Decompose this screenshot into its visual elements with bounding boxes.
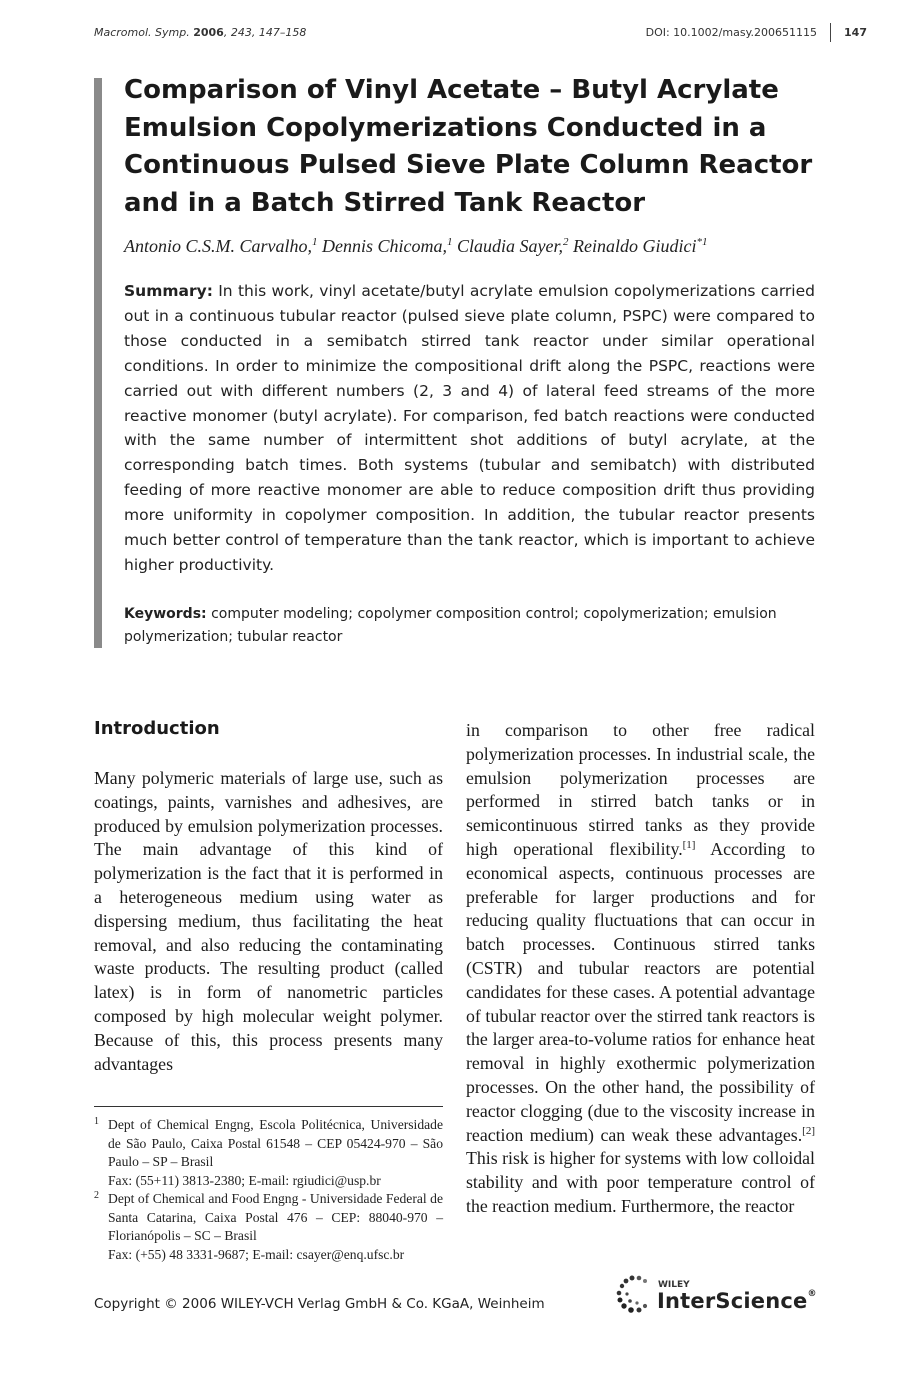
author-name: Claudia Sayer, [457,236,563,256]
section-heading-introduction: Introduction [94,718,220,739]
summary-label: Summary: [124,282,213,300]
author-name: Antonio C.S.M. Carvalho, [124,236,312,256]
intro-paragraph-text: This risk is higher for systems with low colloidal stability and with poor temperature control of the reaction medium. Furthermore, the reactor [466,1148,815,1216]
intro-paragraph-text: According to economical aspects, continuous processes are preferable for larger productions and for reducing quality fluctuations that can occur in batch processes. Continuous stirred tanks (CSTR) and tubular reactors are potential candidates for these cases. A potential advantage of tubular reactor over the stirred tank reactors is the larger area-to-volume ratios for enhance heat removal in highly exothermic polymerization processes. On the other hand, the possibility of reactor clogging (due to the viscosity increase in reaction medium) can weak these advantages. [466,838,815,1145]
footnote-contact: Fax: (55+11) 3813-2380; E-mail: rgiudici@usp.br [108,1172,381,1188]
citation-ref: [2] [802,1124,815,1137]
wiley-wordmark: WILEY [658,1280,690,1290]
footnotes [94,1116,443,1264]
interscience-logo [612,1268,822,1318]
intro-right-column [466,719,815,1219]
running-header [94,26,867,44]
keywords-label: Keywords: [124,606,207,622]
citation-ref: [1] [682,839,696,852]
keywords-text: computer modeling; copolymer composition control; copolymerization; emulsion polymerization; tubular reactor [124,606,777,645]
footnote-number: 1 [94,1116,99,1127]
interscience-wordmark: InterScience® [657,1289,817,1313]
footnote-divider [94,1106,443,1107]
journal-citation: Macromol. Symp. 2006, 243, 147–158 [94,26,307,39]
author-affiliation: 2 [563,236,569,248]
footnote-2 [94,1190,443,1264]
author-affiliation: 1 [312,236,318,248]
wiley-swirl-icon [612,1272,656,1316]
footnote-number: 2 [94,1190,99,1201]
author-name: Reinaldo Giudici [573,236,697,256]
abstract-side-bar [94,78,102,648]
author-list [124,236,824,257]
intro-left-column: Many polymeric materials of large use, such as coatings, paints, varnishes and adhesives, are produced by emulsion polymerization processes. The main advantage of this kind of polymerization is the fact that it is performed in a heterogeneous medium using water as dispersing medium, thus facilitating the heat removal, and also reducing the contaminating waste products. The resulting product (called latex) is in form of nanometric particles composed by high molecular weight polymer. Because of this, this process presents many advantages [94,768,443,1074]
page-number: 147 [844,26,867,39]
abstract-summary [124,279,815,578]
author-name: Dennis Chicoma, [322,236,447,256]
copyright-notice: Copyright © 2006 WILEY-VCH Verlag GmbH & Co. KGaA, Weinheim [94,1296,545,1312]
footnote-contact: Fax: (+55) 48 3331-9687; E-mail: csayer@enq.ufsc.br [108,1246,405,1262]
intro-paragraph-text: in comparison to other free radical polymerization processes. In industrial scale, the emulsion polymerization processes are performed in stirred batch tanks or in semicontinuous stirred tanks as they provide high operational flexibility. [466,720,815,859]
article-title: Comparison of Vinyl Acetate – Butyl Acrylate Emulsion Copolymerizations Conducted in a Continuous Pulsed Sieve Plate Column Reactor and in a Batch Stirred Tank Reactor [124,75,813,218]
author-affiliation: *1 [696,236,708,248]
summary-text: In this work, vinyl acetate/butyl acrylate emulsion copolymerizations carried out in a continuous tubular reactor (pulsed sieve plate column, PSPC) were compared to those conducted in a semibatch stirred tank reactor under similar operational conditions. In order to minimize the compositional drift along the PSPC, reactions were carried out with different numbers (2, 3 and 4) of lateral feed streams of the more reactive monomer (butyl acrylate). For comparison, fed batch reactions were conducted with the same number of intermittent shot additions of butyl acrylate, at the corresponding batch times. Both systems (tubular and semibatch) with distributed feeding of more reactive monomer are able to reduce composition drift thus providing more uniformity in copolymer composition. In addition, the tubular reactor presents much better control of temperature than the tank reactor, which is important to achieve higher productivity. [124,282,815,574]
footnote-affiliation: Dept of Chemical and Food Engng - Universidade Federal de Santa Catarina, Caixa Postal 476 – CEP: 88040-970 – Florianópolis – SC – Brasil [108,1191,443,1243]
keywords [124,603,815,649]
author-affiliation: 1 [447,236,453,248]
footnote-affiliation: Dept of Chemical Engng, Escola Politécnica, Universidade de São Paulo, Caixa Postal 61548 – CEP 05424-970 – São Paulo – SP – Brasil [108,1117,443,1169]
footnote-1 [94,1116,443,1190]
header-divider [830,23,831,42]
doi: DOI: 10.1002/masy.200651115 [645,26,817,39]
